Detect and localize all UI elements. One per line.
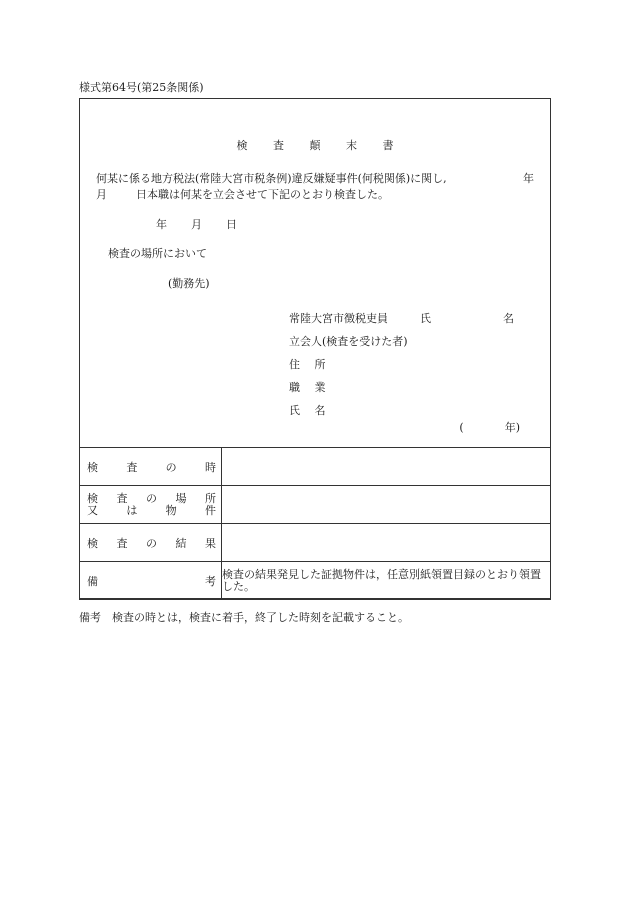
official-title: 常陸大宮市徴税吏員 bbox=[289, 312, 388, 325]
label-char: の bbox=[146, 491, 157, 505]
table-row bbox=[80, 486, 551, 524]
occupation-char: 業 bbox=[314, 381, 326, 394]
official-shi: 氏 bbox=[420, 312, 431, 325]
age-open: ( bbox=[459, 421, 464, 434]
label-char: 結 bbox=[175, 536, 187, 550]
label-inspection-place bbox=[80, 486, 222, 524]
address-char: 所 bbox=[314, 358, 326, 371]
value-inspection-time bbox=[222, 448, 551, 486]
form-frame bbox=[79, 98, 551, 599]
label-char: 検 bbox=[87, 536, 98, 550]
label-char: 所 bbox=[205, 491, 216, 505]
table-row bbox=[80, 524, 551, 562]
occupation-row bbox=[289, 376, 408, 399]
inspection-table bbox=[79, 447, 551, 600]
form-number: 様式第64号(第25条関係) bbox=[79, 81, 204, 94]
value-remarks: 検査の結果発見した証拠物件は，任意別紙領置目録のとおり領置した。 bbox=[222, 562, 551, 600]
address-row bbox=[289, 353, 408, 376]
address-char: 住 bbox=[289, 358, 300, 371]
title-char: 査 bbox=[273, 139, 284, 152]
official-row bbox=[289, 307, 514, 330]
value-inspection-place bbox=[222, 486, 551, 524]
document-title bbox=[80, 137, 550, 153]
title-char: 顛 bbox=[309, 139, 321, 152]
label-char: 時 bbox=[204, 460, 216, 474]
occupation-char: 職 bbox=[289, 381, 300, 394]
inspection-place-text: 検査の場所において bbox=[108, 247, 207, 260]
body-text-line1: 何某に係る地方税法(常陸大宮市税条例)違反嫌疑事件(何税関係)に関し, bbox=[96, 172, 447, 185]
label-remarks bbox=[80, 562, 222, 600]
label-char: 査 bbox=[116, 491, 128, 505]
label-char: 備 bbox=[87, 574, 98, 588]
title-char: 検 bbox=[236, 139, 248, 152]
name-char: 名 bbox=[314, 404, 326, 417]
name-row bbox=[289, 399, 408, 422]
witness-row: 立会人(検査を受けた者) bbox=[289, 335, 408, 348]
date-month: 月 bbox=[191, 218, 202, 231]
body-text-line2 bbox=[96, 186, 389, 202]
label-char: 物 bbox=[165, 503, 177, 517]
label-char: 又 bbox=[87, 503, 98, 517]
official-mei: 名 bbox=[503, 312, 514, 325]
footnote: 備考 検査の時とは，検査に着手，終了した時刻を記載すること。 bbox=[79, 611, 409, 624]
label-char: 検 bbox=[87, 491, 98, 505]
body-month-label: 月 bbox=[96, 188, 107, 201]
body-text-continuation: 日本職は何某を立会させて下記のとおり検査した。 bbox=[136, 188, 389, 201]
label-inspection-time bbox=[80, 448, 222, 486]
label-char: の bbox=[165, 460, 177, 474]
title-char: 末 bbox=[346, 139, 357, 152]
label-char: 果 bbox=[205, 536, 216, 550]
workplace-label: (勤務先) bbox=[168, 277, 210, 290]
date-day: 日 bbox=[226, 218, 237, 231]
table-row bbox=[80, 562, 551, 600]
signature-block bbox=[289, 307, 514, 422]
label-char: 査 bbox=[126, 460, 138, 474]
label-char: 件 bbox=[204, 503, 216, 517]
age-field bbox=[459, 419, 520, 435]
label-char: 検 bbox=[87, 460, 98, 474]
body-year-label: 年 bbox=[523, 172, 534, 185]
label-char: は bbox=[126, 503, 138, 517]
label-inspection-result bbox=[80, 524, 222, 562]
date-year: 年 bbox=[156, 218, 167, 231]
title-char: 書 bbox=[382, 139, 394, 152]
label-char: 査 bbox=[116, 536, 128, 550]
label-char: 場 bbox=[175, 491, 187, 505]
label-char: の bbox=[146, 536, 157, 550]
label-char: 考 bbox=[205, 574, 216, 588]
name-char: 氏 bbox=[289, 404, 300, 417]
age-close: 年) bbox=[504, 421, 520, 434]
value-inspection-result bbox=[222, 524, 551, 562]
table-row bbox=[80, 448, 551, 486]
